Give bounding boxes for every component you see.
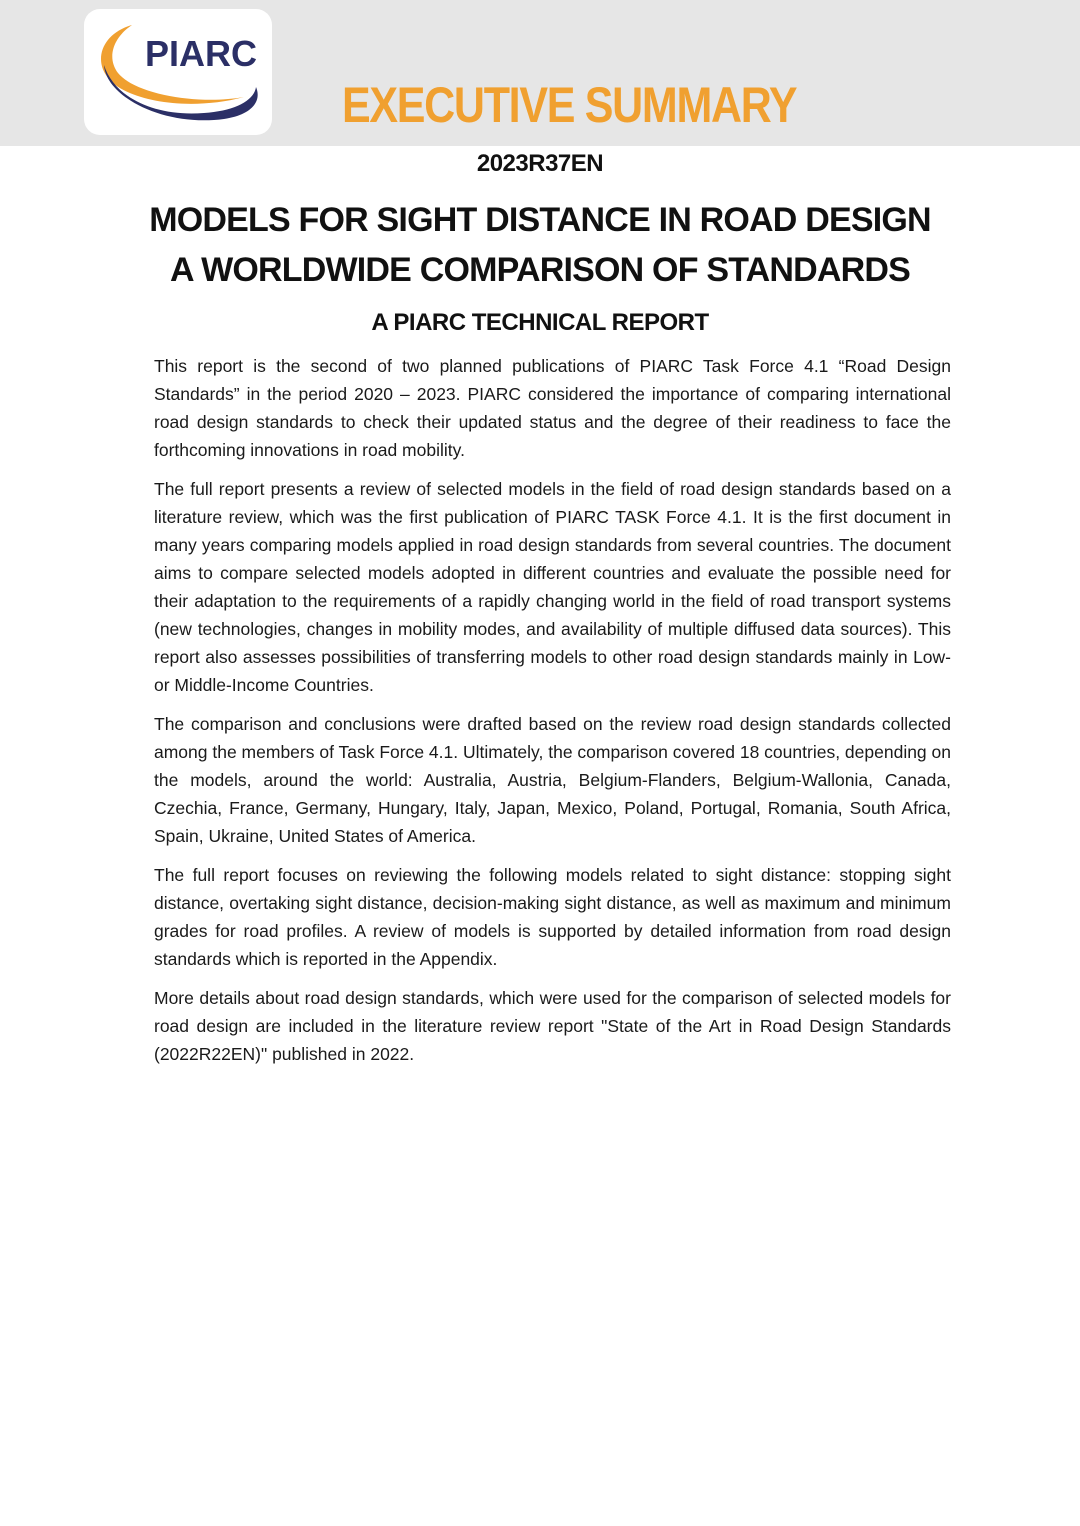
document-code: 2023R37EN [476,150,604,177]
paragraph: More details about road design standards, which were used for the comparison of selected models for road design are included in the literature review report "State of the Art in Road Design Standards (2022R22EN)" published in 2022. [154,988,951,1064]
piarc-logo [84,9,272,135]
document-title-line-1: MODELS FOR SIGHT DISTANCE IN ROAD DESIGN [149,201,931,239]
document-title-line-2: A WORLDWIDE COMPARISON OF STANDARDS [169,251,911,289]
logo-text: PIARC [145,33,258,74]
executive-summary-title: EXECUTIVE SUMMARY [342,77,797,133]
document-title [0,195,1080,295]
paragraph: This report is the second of two planned publications of PIARC Task Force 4.1 “Road Design Standards” in the period 2020 – 2023. PIARC considered the importance of comparing international road design standards to check their updated status and the degree of their readiness to face the forthcoming innovations in road mobility. [154,356,951,460]
summary-body [154,352,951,1079]
paragraph: The full report focuses on reviewing the following models related to sight distance: stopping sight distance, overtaking sight distance, decision-making sight distance, as well as maximum and minimum grades for road profiles. A review of models is supported by detailed information from road design standards which is reported in the Appendix. [154,865,951,969]
document-subtitle: A PIARC TECHNICAL REPORT [371,309,709,336]
piarc-logo-icon [84,9,272,135]
paragraph: The comparison and conclusions were drafted based on the review road design standards collected among the members of Task Force 4.1. Ultimately, the comparison covered 18 countries, depending on the models, around the world: Australia, Austria, Belgium-Flanders, Belgium-Wallonia, Canada, Czechia, France, Germany, Hungary, Italy, Japan, Mexico, Poland, Portugal, Romania, South Africa, Spain, Ukraine, United States of America. [154,714,951,846]
paragraph: The full report presents a review of selected models in the field of road design standards based on a literature review, which was the first publication of PIARC TASK Force 4.1. It is the first document in many years comparing models applied in road design standards from several countries. The document aims to compare selected models adopted in different countries and evaluate the possible need for their adaptation to the requirements of a rapidly changing world in the field of road transport systems (new technologies, changes in mobility modes, and availability of multiple diffused data sources). This report also assesses possibilities of transferring models to other road design standards mainly in Low- or Middle-Income Countries. [154,479,951,695]
